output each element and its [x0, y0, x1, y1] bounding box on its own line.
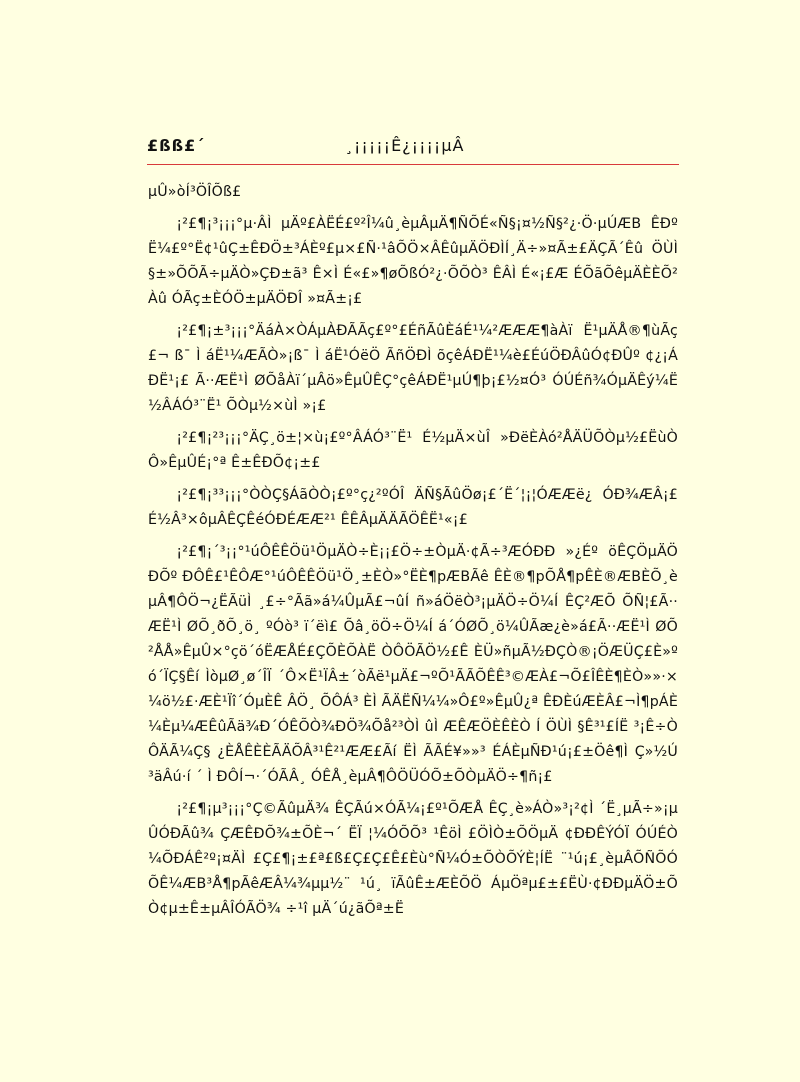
- page-header: [147, 134, 679, 165]
- footnote-paragraph: ¡²£¶¡´³¡¡°¹úÔÊÊÖü¹ÖµÄÒ÷È¡¡£Ö÷±ÒµÄ·¢Ã÷³ÆÓÐÐ »¿Éº öÊÇÖµÄÖÐÕº ÐÔÊ£¹ÊÔÆ°¹úÔÊÊÖü¹Ö¸±ÈÒ»°ËÈ¶pÆBÃê ÊÈ®¶pÕÅ¶pÊÈ®ÆBÈÕ¸èµÂ¶ÔÖ¬¿ËÃüÌ ¸£÷°Ãã»á¼ÛµÃ£¬ûÍ ñ»áÖëÒ³¡µÄÖ÷Ö¼Í ÊÇ²ÆÕ ÕÑ¦£Ã··ÆË¹Ì ØÕ¸ðÕ¸ö¸ ºÓò³ ï´ëì£ Õâ¸öÖ÷Ö¼Í á´ÓØÕ¸ö¼ÛÃæ¿è»á£Ã··ÆË¹Ì ØÕ²ÅÅ»ÊµÛ×°çö´óËÆÅÉ£ÇÕÈÕÀË ÒÔÖÃÖ½£Ê ÈÜ»ñµÃ½ÐÇÒ®¡ÖÆÜÇ£È»ºó´ÏÇ§Êí ÌòµØ¸ø´ÎÏ ´Ô×Ë¹ÏÂ±´òÃë¹µÄ£¬ºÕ¹ÃÃÕÊÊ³©ÆÀ£¬Õ£ÎÊÈ¶ÈÒ»»·×¼ö½£·ÆÈ¹Ïî´ÓµÈÊ ÂÖ¸ ÕÔÁ³ ÈÌ ÃÄËÑ¼¼»Ô£º»ÊµÛ¿ª ÊÐÈúÆÈÂ£¬Ì¶pÁÈ ¼Èµ¼ÆÊûÃä¾Ð´ÓÊÕÒ¾ÐÖ¾Õå²³ÒÌ ûÌ ÆÊÆÖÈÊÈÒ Í ÖÙÌ §Ê³¹£ÍË ³¡Ê÷ÒÔÄÃ¼Ç§ ¿ÈÅÊÈÈÃÄÕÂ³¹Ê²¹ÆÆ£Ãí ËÌ ÃÃÉ¥»»³ ÉÁÈµÑÐ¹ú¡£±Öê¶Ì Ç»½Ú ³äÂú·í ´ Ì ÐÔÍ¬·´ÓÃÂ¸ ÓÊÅ¸èµÂ¶ÔÖÜÓÕ±ÕÒµÄÖ÷¶ñ¡£: [148, 544, 678, 785]
- footnote-paragraph: ¡²£¶¡±³¡¡¡°ÄáÀ×ÒÁµÀÐÃÃç£º°£ÉñÃûÈáÉ¹¼²ÆÆÆ¶àÀï Ë¹µÄÅ®¶ùÃç£¬ ß¯ Ì áË¹¼ÆÃÒ»¡ß¯ Ì áË¹ÓëÖ ÃñÖÐÌ õçêÁÐË¹¼è£ÉúÖÐÂûÓ¢ÐÛº ¢¿¡ÁÐË¹¡£ Ã··ÆË¹Ì ØÕåÀï´µÂö»ÊµÛÊÇ°çêÁÐË¹µÚ¶þ¡£½¤Ó³ ÓÚÉñ¾ÓµÄÊý¼Ë½ÂÁÓ³¨Ë¹ ÕÒµ½×ùÌ »¡£: [148, 323, 678, 414]
- footnote-paragraph: ¡²£¶¡²³¡¡¡°ÄÇ¸ö±¦×ù¡£º°ÂÁÓ³¨Ë¹ É½µÄ×ùÎ »ÐëÈÀó²ÅÄÜÕÒµ½£ËùÒÔ»ÊµÛÉ¡°ª Ê±ÊÐÕ¢¡±£: [148, 430, 678, 471]
- footnote-paragraph: ¡²£¶¡³¡¡¡°µ·ÂÌ µÄº£ÀËÉ£º²Î¼û¸èµÂµÄ¶ÑÕÉ«Ñ§¡¤½Ñ§²¿·Ö·µÚÆB ÊÐº Ë¼£º°Ë¢¹ûÇ±ÊÐÖ±³ÁÈº£µ×£Ñ·¹âÕÖ×ÂÊûµÄÖÐÌÍ¸Ä÷»¤Ã±£ÄÇÃ´Êû ÖÙÌ§±»ÕÕÃ÷µÄÒ»ÇÐ±ã³ Ê×Ì É«£»¶øÕßÓ²¿·ÕÕÒ³ ÊÂÌ É«¡£Æ ÉÕãÕêµÄÈÈÕ²Àû ÓÃç±ÈÓÖ±µÄÖÐÎ »¤Ã±¡£: [148, 216, 678, 307]
- running-title: ¸¡¡¡¡¡Ê¿¡¡¡¡µÂ: [345, 136, 465, 155]
- section-heading: µÛ»òÍ³ÖÎÕß£: [148, 184, 242, 200]
- footnote-paragraph: ¡²£¶¡µ³¡¡¡°Ç©ÃûµÄ¾ ÊÇÃú×ÓÃ¼¡£º¹ÕÆÅ ÊÇ¸è»ÁÒ»³¡²¢Ì ´Ë¸µÃ÷»¡µÛÓÐÃû¾ ÇÆÊÐÕ¾±ÕÈ¬´ ËÏ ¦¼ÓÕÕ³ ¹ÊöÌ £ÖÌÒ±ÕÖµÄ ¢ÐÐÊÝÓÏ ÓÚÉÒ¼ÕÐÁÊ²º¡¤ÄÌ £Ç£¶¡±£ª£ß£Ç£Ç£Ê£Èù°Ñ¼Ó±ÕÒÕÝÈ¦ÍË ¨¹ú¡£¸èµÂÕÑÕÓÕÊ¼ÆB³Å¶pÃêÆÂ¼¾µµ½¨ ¹ú¸ ïÃûÊ±ÆÈÕÖ ÁµÖªµ£±£ËÙ·¢ÐÐµÄÖ±ÕÒ¢µ±Ê±µÂÎÓÃÖ¾ ÷¹î µÄ´ú¿ãÕª±Ë: [148, 801, 678, 917]
- page-number: £ßß£´: [147, 136, 206, 155]
- footnote-paragraph: ¡²£¶¡³³¡¡¡°ÒÒÇ§ÁãÒÒ¡£º°ç¿²ºÓÎ ÄÑ§ÃûÖø¡£´Ë´¦¡¦ÓÆÆë¿ ÓÐ¾ÆÂ¡£ É½Â³×ôµÂÊÇÊéÓÐÉÆÆ²¹ ÊÊÂµÄÄÃÖÊË¹«¡£: [148, 487, 678, 528]
- body-text: [148, 180, 678, 929]
